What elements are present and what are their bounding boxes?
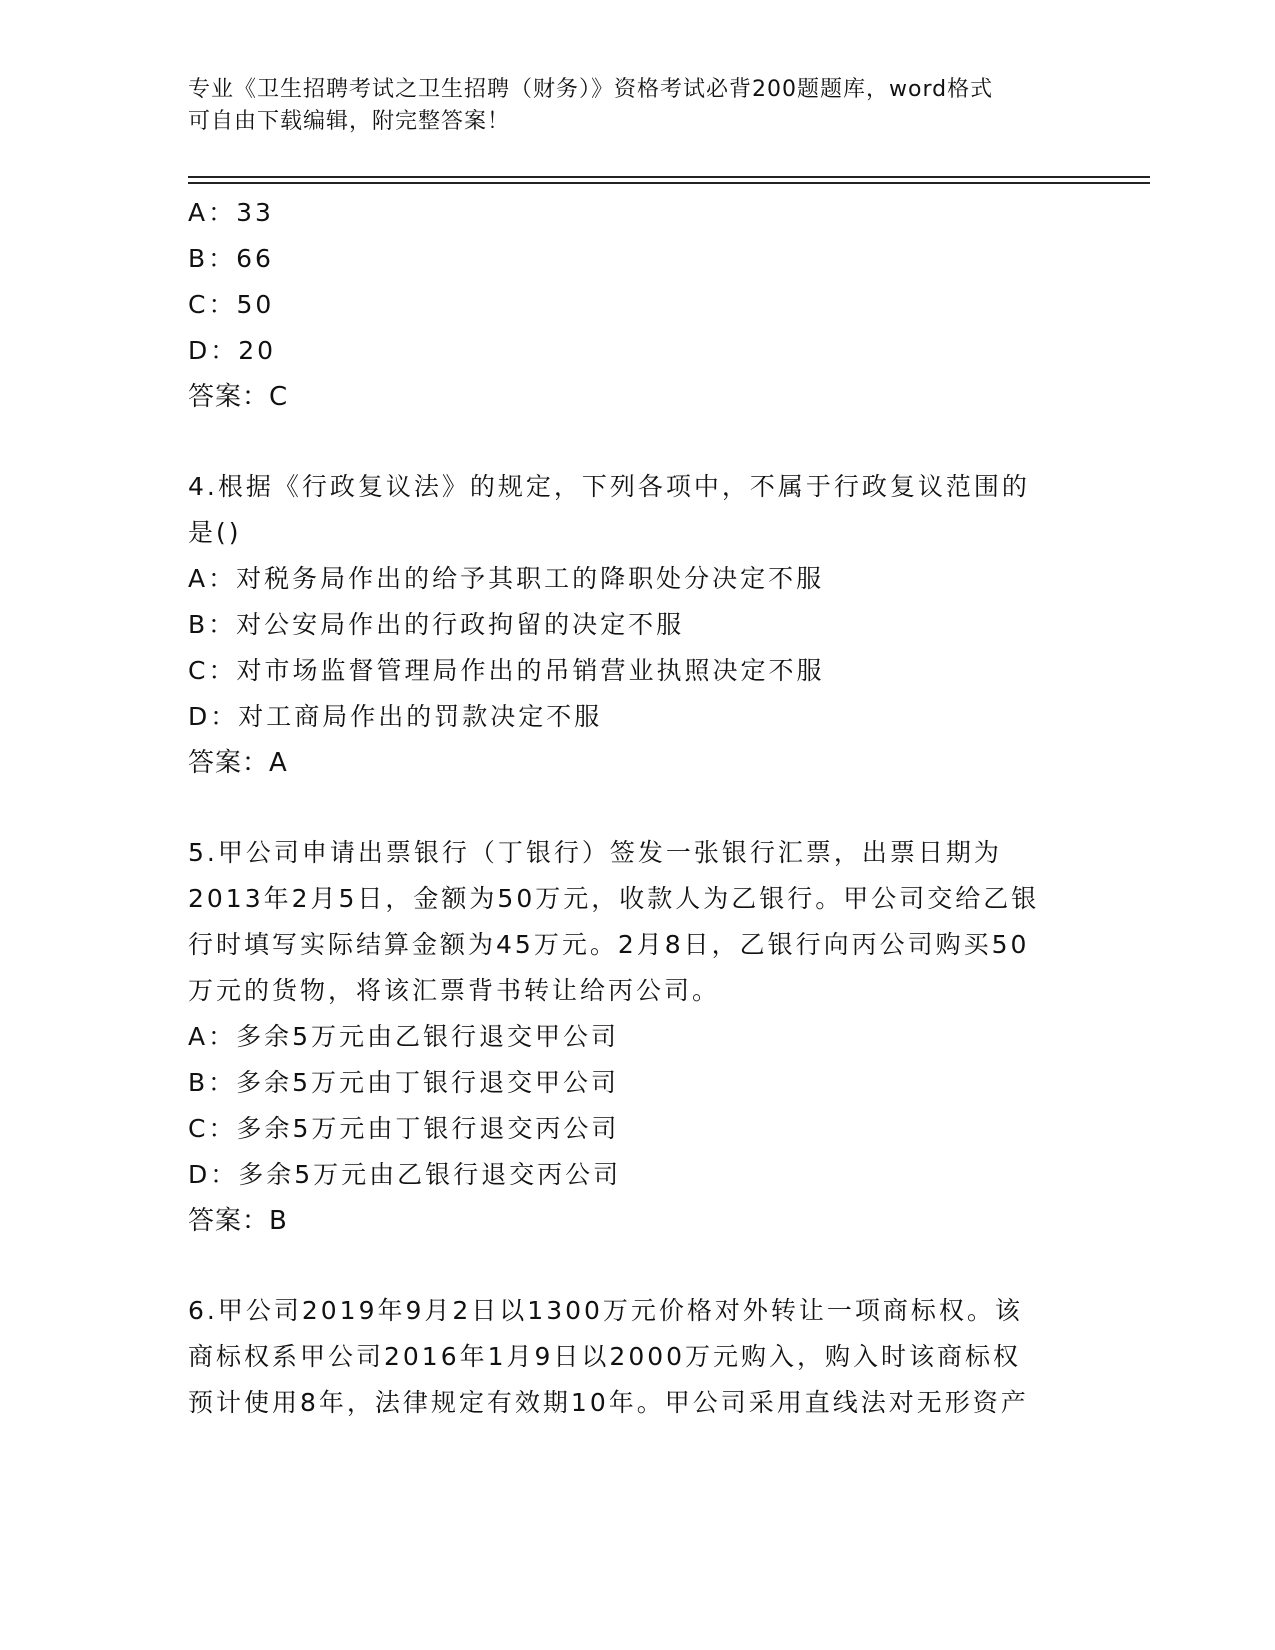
answer: 答案：C <box>188 382 289 412</box>
question-text-line: 预计使用8年，法律规定有效期10年。甲公司采用直线法对无形资产 <box>188 1388 1029 1417</box>
question-text-line: 商标权系甲公司2016年1月9日以2000万元购入，购入时该商标权 <box>188 1342 1022 1371</box>
option-d: D：多余5万元由乙银行退交丙公司 <box>188 1160 622 1189</box>
answer: 答案：A <box>188 748 288 778</box>
option-d: D：20 <box>188 336 277 365</box>
option-b: B：对公安局作出的行政拘留的决定不服 <box>188 610 685 639</box>
question-text-line: 4.根据《行政复议法》的规定，下列各项中，不属于行政复议范围的 <box>188 472 1030 501</box>
question-text-line: 是() <box>188 518 242 547</box>
spacer <box>188 420 1088 464</box>
question-text-line: 万元的货物，将该汇票背书转让给丙公司。 <box>188 976 721 1005</box>
question-text-line: 2013年2月5日，金额为50万元，收款人为乙银行。甲公司交给乙银 <box>188 884 1040 913</box>
header-line-2: 可自由下载编辑，附完整答案！ <box>188 109 511 134</box>
document-header <box>188 74 1088 138</box>
question-5 <box>188 830 1088 1244</box>
option-a: A：多余5万元由乙银行退交甲公司 <box>188 1022 620 1051</box>
option-c: C：50 <box>188 290 275 319</box>
option-b: B：多余5万元由丁银行退交甲公司 <box>188 1068 620 1097</box>
question-text-line: 6.甲公司2019年9月2日以1300万元价格对外转让一项商标权。该 <box>188 1296 1023 1325</box>
header-rule-top <box>188 176 1150 178</box>
question-text-line: 行时填写实际结算金额为45万元。2月8日，乙银行向丙公司购买50 <box>188 930 1030 959</box>
option-a: A：33 <box>188 198 274 227</box>
header-line-1: 专业《卫生招聘考试之卫生招聘（财务）》资格考试必背200题题库，word格式 <box>188 77 994 102</box>
spacer <box>188 1244 1088 1288</box>
header-rule-bottom <box>188 182 1150 184</box>
option-b: B：66 <box>188 244 274 273</box>
question-4 <box>188 464 1088 786</box>
option-c: C：多余5万元由丁银行退交丙公司 <box>188 1114 620 1143</box>
answer: 答案：B <box>188 1206 288 1236</box>
question-text-line: 5.甲公司申请出票银行（丁银行）签发一张银行汇票，出票日期为 <box>188 838 1002 867</box>
option-a: A：对税务局作出的给予其职工的降职处分决定不服 <box>188 564 825 593</box>
option-d: D：对工商局作出的罚款决定不服 <box>188 702 603 731</box>
question-6 <box>188 1288 1088 1426</box>
document-body <box>188 190 1088 1426</box>
option-c: C：对市场监督管理局作出的吊销营业执照决定不服 <box>188 656 825 685</box>
question-3 <box>188 190 1088 420</box>
spacer <box>188 786 1088 830</box>
